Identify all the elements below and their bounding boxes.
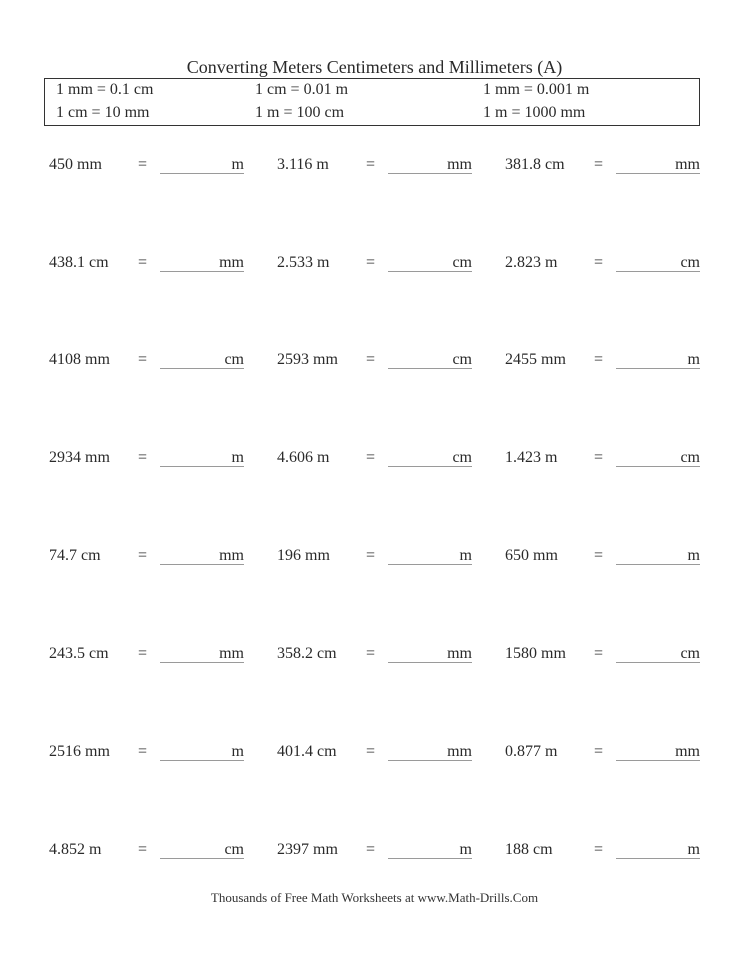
given-value: 1.423 m [505, 449, 558, 466]
equals-sign: = [366, 449, 376, 466]
problem-row [0, 152, 749, 182]
target-unit: cm [452, 449, 472, 466]
conversion-problem [44, 250, 269, 280]
conversion-problem [272, 250, 497, 280]
conversion-problem [500, 445, 725, 475]
conversion-problem [272, 347, 497, 377]
target-unit: cm [680, 254, 700, 271]
given-value: 1580 mm [505, 645, 566, 662]
conversion-problem [44, 152, 269, 182]
target-unit: mm [447, 156, 472, 173]
given-value: 2934 mm [49, 449, 110, 466]
equals-sign: = [138, 254, 148, 271]
equals-sign: = [366, 351, 376, 368]
conversion-reference-box [44, 78, 700, 126]
conversion-problem [44, 739, 269, 769]
equals-sign: = [594, 254, 604, 271]
equals-sign: = [138, 547, 148, 564]
reference-m-to-cm: 1 m = 100 cm [255, 104, 345, 121]
conversion-problem [272, 837, 497, 867]
target-unit: mm [219, 254, 244, 271]
problem-row [0, 250, 749, 280]
reference-mm-to-m: 1 mm = 0.001 m [483, 81, 590, 98]
conversion-problem [44, 641, 269, 671]
given-value: 650 mm [505, 547, 558, 564]
target-unit: cm [224, 841, 244, 858]
target-unit: cm [680, 449, 700, 466]
problem-row [0, 347, 749, 377]
target-unit: m [687, 547, 700, 564]
equals-sign: = [366, 547, 376, 564]
problem-row [0, 445, 749, 475]
target-unit: m [459, 841, 472, 858]
problem-row [0, 739, 749, 769]
equals-sign: = [138, 449, 148, 466]
target-unit: m [231, 743, 244, 760]
conversion-problem [272, 739, 497, 769]
target-unit: m [231, 449, 244, 466]
equals-sign: = [366, 645, 376, 662]
target-unit: m [459, 547, 472, 564]
conversion-problem [500, 543, 725, 573]
target-unit: mm [675, 156, 700, 173]
target-unit: mm [219, 645, 244, 662]
target-unit: m [687, 841, 700, 858]
given-value: 188 cm [505, 841, 553, 858]
equals-sign: = [138, 156, 148, 173]
given-value: 2397 mm [277, 841, 338, 858]
given-value: 438.1 cm [49, 254, 109, 271]
equals-sign: = [138, 645, 148, 662]
conversion-problem [272, 543, 497, 573]
target-unit: mm [219, 547, 244, 564]
target-unit: m [687, 351, 700, 368]
conversion-problem [44, 347, 269, 377]
equals-sign: = [138, 743, 148, 760]
target-unit: cm [224, 351, 244, 368]
equals-sign: = [366, 254, 376, 271]
equals-sign: = [594, 449, 604, 466]
reference-cm-to-mm: 1 cm = 10 mm [56, 104, 150, 121]
given-value: 2455 mm [505, 351, 566, 368]
worksheet-title: Converting Meters Centimeters and Millimeters (A) [186, 57, 563, 77]
equals-sign: = [594, 547, 604, 564]
equals-sign: = [366, 841, 376, 858]
conversion-problem [500, 250, 725, 280]
given-value: 381.8 cm [505, 156, 565, 173]
reference-mm-to-cm: 1 mm = 0.1 cm [56, 81, 154, 98]
footer-credit: Thousands of Free Math Worksheets at www.Math-Drills.Com [210, 890, 539, 905]
given-value: 2.533 m [277, 254, 330, 271]
target-unit: mm [447, 645, 472, 662]
conversion-problem [44, 445, 269, 475]
reference-cm-to-m: 1 cm = 0.01 m [255, 81, 349, 98]
given-value: 243.5 cm [49, 645, 109, 662]
given-value: 358.2 cm [277, 645, 337, 662]
conversion-problem [44, 837, 269, 867]
equals-sign: = [594, 351, 604, 368]
given-value: 4108 mm [49, 351, 110, 368]
conversion-problem [272, 445, 497, 475]
given-value: 2593 mm [277, 351, 338, 368]
equals-sign: = [594, 156, 604, 173]
problem-row [0, 543, 749, 573]
conversion-problem [500, 152, 725, 182]
given-value: 401.4 cm [277, 743, 337, 760]
equals-sign: = [594, 841, 604, 858]
conversion-problem [500, 837, 725, 867]
equals-sign: = [594, 645, 604, 662]
given-value: 450 mm [49, 156, 102, 173]
given-value: 0.877 m [505, 743, 558, 760]
problem-row [0, 641, 749, 671]
given-value: 4.606 m [277, 449, 330, 466]
equals-sign: = [366, 743, 376, 760]
target-unit: cm [452, 254, 472, 271]
equals-sign: = [366, 156, 376, 173]
conversion-problem [500, 347, 725, 377]
target-unit: cm [680, 645, 700, 662]
target-unit: mm [675, 743, 700, 760]
conversion-problem [44, 543, 269, 573]
given-value: 196 mm [277, 547, 330, 564]
equals-sign: = [594, 743, 604, 760]
problem-row [0, 837, 749, 867]
given-value: 2.823 m [505, 254, 558, 271]
given-value: 4.852 m [49, 841, 102, 858]
target-unit: mm [447, 743, 472, 760]
target-unit: m [231, 156, 244, 173]
given-value: 74.7 cm [49, 547, 101, 564]
conversion-problem [272, 152, 497, 182]
given-value: 3.116 m [277, 156, 329, 173]
conversion-problem [500, 739, 725, 769]
equals-sign: = [138, 841, 148, 858]
conversion-problem [500, 641, 725, 671]
reference-m-to-mm: 1 m = 1000 mm [483, 104, 586, 121]
conversion-problem [272, 641, 497, 671]
target-unit: cm [452, 351, 472, 368]
given-value: 2516 mm [49, 743, 110, 760]
equals-sign: = [138, 351, 148, 368]
